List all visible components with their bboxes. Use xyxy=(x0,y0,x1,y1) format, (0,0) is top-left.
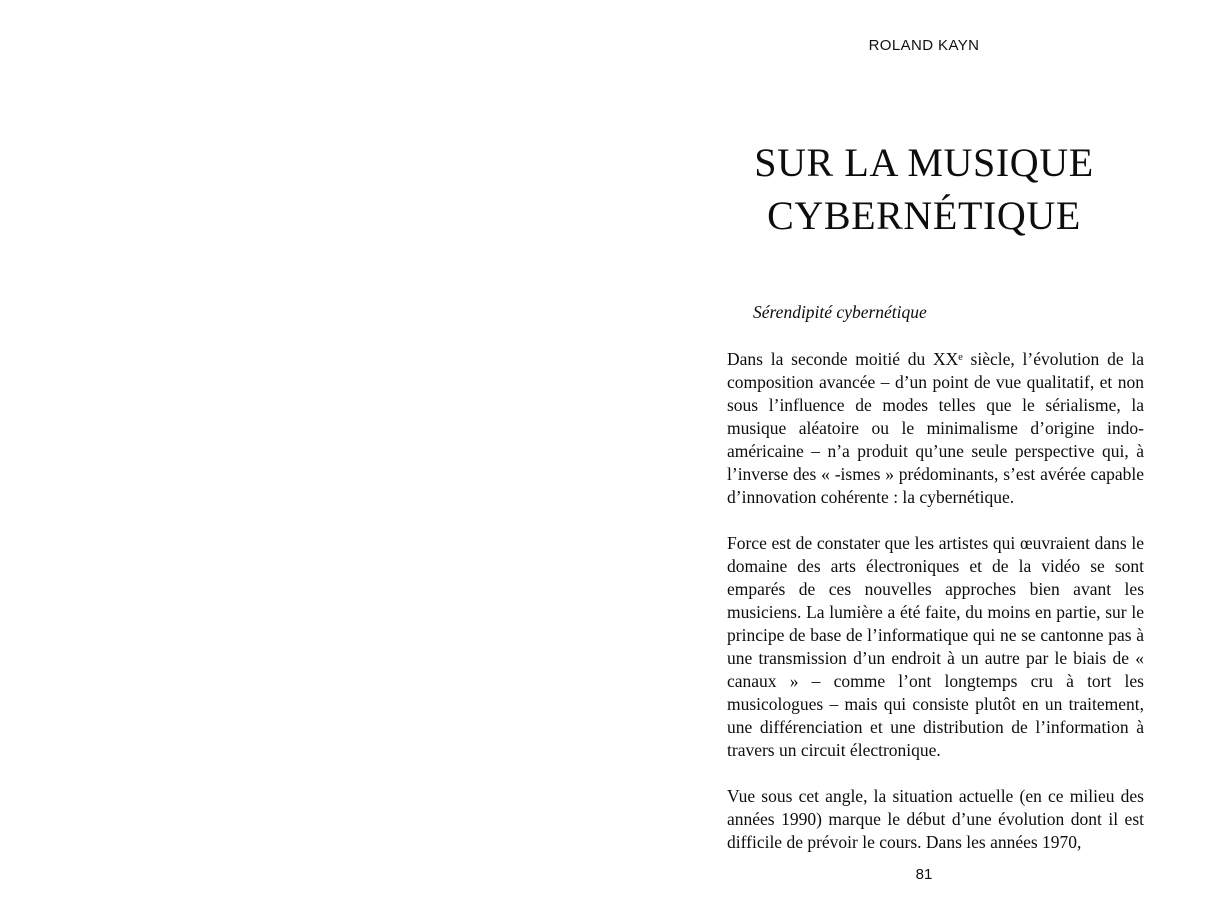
running-header: ROLAND KAYN xyxy=(868,37,980,54)
page-number: 81 xyxy=(915,866,933,883)
page-right xyxy=(616,0,1232,912)
paragraph: Vue sous cet angle, la situation actuelle (en ce milieu des années 1990) marque le début d’une évolution dont il est difficile de prévoir le cours. Dans les années 1970, xyxy=(727,786,1144,852)
chapter-title-line-2: CYBERNÉTIQUE xyxy=(767,193,1081,238)
body-text xyxy=(727,348,1144,854)
chapter-title xyxy=(616,136,1232,242)
paragraph: Force est de constater que les artistes qui œuvraient dans le domaine des arts électroniques et de la vidéo se sont emparés de ces nouvelles approches bien avant les musiciens. La lumière a été faite, du moins en partie, sur le principe de base de l’informatique qui ne se cantonne pas à une transmission d’un endroit à un autre par le biais de « canaux » – comme l’ont longtemps cru à tort les musicologues – mais qui consiste plutôt en un traitement, une différenciation et une distribution de l’information à travers un circuit électronique. xyxy=(727,533,1144,760)
paragraph: Dans la seconde moitié du XXᵉ siècle, l’évolution de la composition avancée – d’un point de vue qualitatif, et non sous l’influence de modes telles que le sérialisme, la musique aléatoire ou le minimalisme d’origine indo-américaine – n’a produit qu’une seule perspective qui, à l’inverse des « -ismes » prédominants, s’est avérée capable d’innovation cohérente : la cybernétique. xyxy=(727,349,1144,507)
chapter-title-line-1: SUR LA MUSIQUE xyxy=(754,140,1094,185)
section-subtitle: Sérendipité cybernétique xyxy=(753,302,927,322)
text-column xyxy=(727,301,1144,877)
